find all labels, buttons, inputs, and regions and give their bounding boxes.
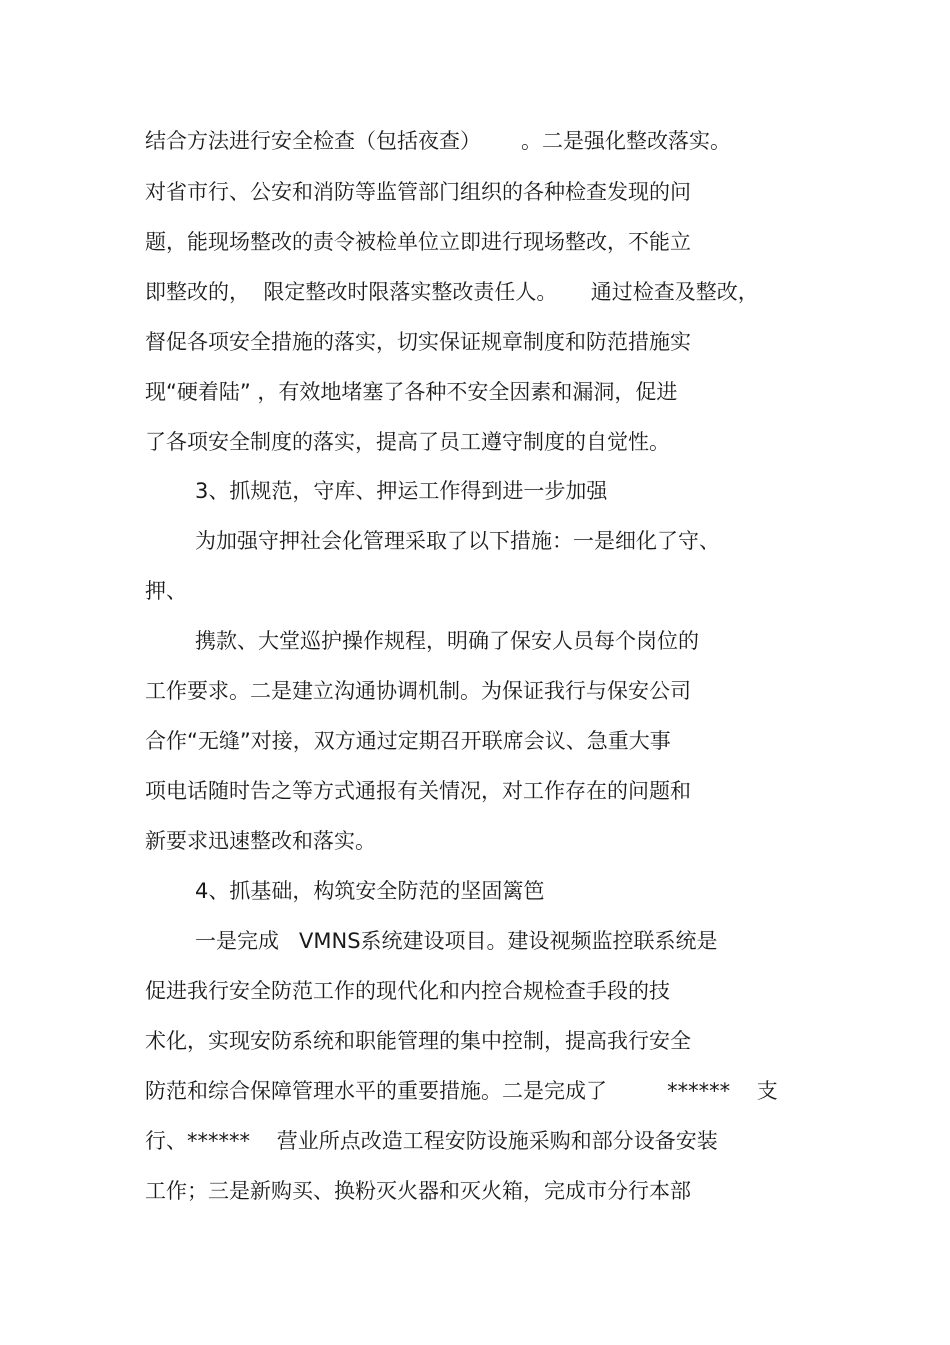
text-line: 术化，实现安防系统和职能管理的集中控制，提高我行安全 <box>145 1029 691 1053</box>
text-line: 合作“无缝”对接，双方通过定期召开联席会议、急重大事 <box>145 729 671 753</box>
text-line: 督促各项安全措施的落实，切实保证规章制度和防范措施实 <box>145 330 691 354</box>
text-line: 工作；三是新购买、换粉灭火器和灭火箱，完成市分行本部 <box>145 1179 691 1203</box>
text-line: 新要求迅速整改和落实。 <box>145 829 376 853</box>
text-line: 项电话随时告之等方式通报有关情况，对工作存在的问题和 <box>145 779 691 803</box>
text-line: 携款、大堂巡护操作规程，明确了保安人员每个岗位的 <box>195 629 699 653</box>
section-heading: 4、抓基础，构筑安全防范的坚固篱笆 <box>195 879 545 903</box>
text-line: 防范和综合保障管理水平的重要措施。二是完成了 ****** 支 <box>145 1079 778 1103</box>
text-line: 即整改的， 限定整改时限落实整改责任人。 通过检查及整改， <box>145 280 759 304</box>
text-line: 现“硬着陆” ，有效地堵塞了各种不安全因素和漏洞，促进 <box>145 380 678 404</box>
text-line: 工作要求。二是建立沟通协调机制。为保证我行与保安公司 <box>145 679 691 703</box>
text-line: 行、****** 营业所点改造工程安防设施采购和部分设备安装 <box>145 1129 718 1153</box>
text-line: 对省市行、公安和消防等监管部门组织的各种检查发现的问 <box>145 180 691 204</box>
text-line: 押、 <box>145 579 187 603</box>
section-heading: 3、抓规范，守库、押运工作得到进一步加强 <box>195 479 608 503</box>
text-line: 一是完成 VMNS系统建设项目。建设视频监控联系统是 <box>195 929 718 953</box>
text-line: 了各项安全制度的落实，提高了员工遵守制度的自觉性。 <box>145 430 670 454</box>
text-line: 结合方法进行安全检查（包括夜查） 。二是强化整改落实。 <box>145 129 732 153</box>
text-line: 题，能现场整改的责令被检单位立即进行现场整改，不能立 <box>145 230 691 254</box>
text-line: 促进我行安全防范工作的现代化和内控合规检查手段的技 <box>145 979 670 1003</box>
text-line: 为加强守押社会化管理采取了以下措施：一是细化了守、 <box>195 529 720 553</box>
